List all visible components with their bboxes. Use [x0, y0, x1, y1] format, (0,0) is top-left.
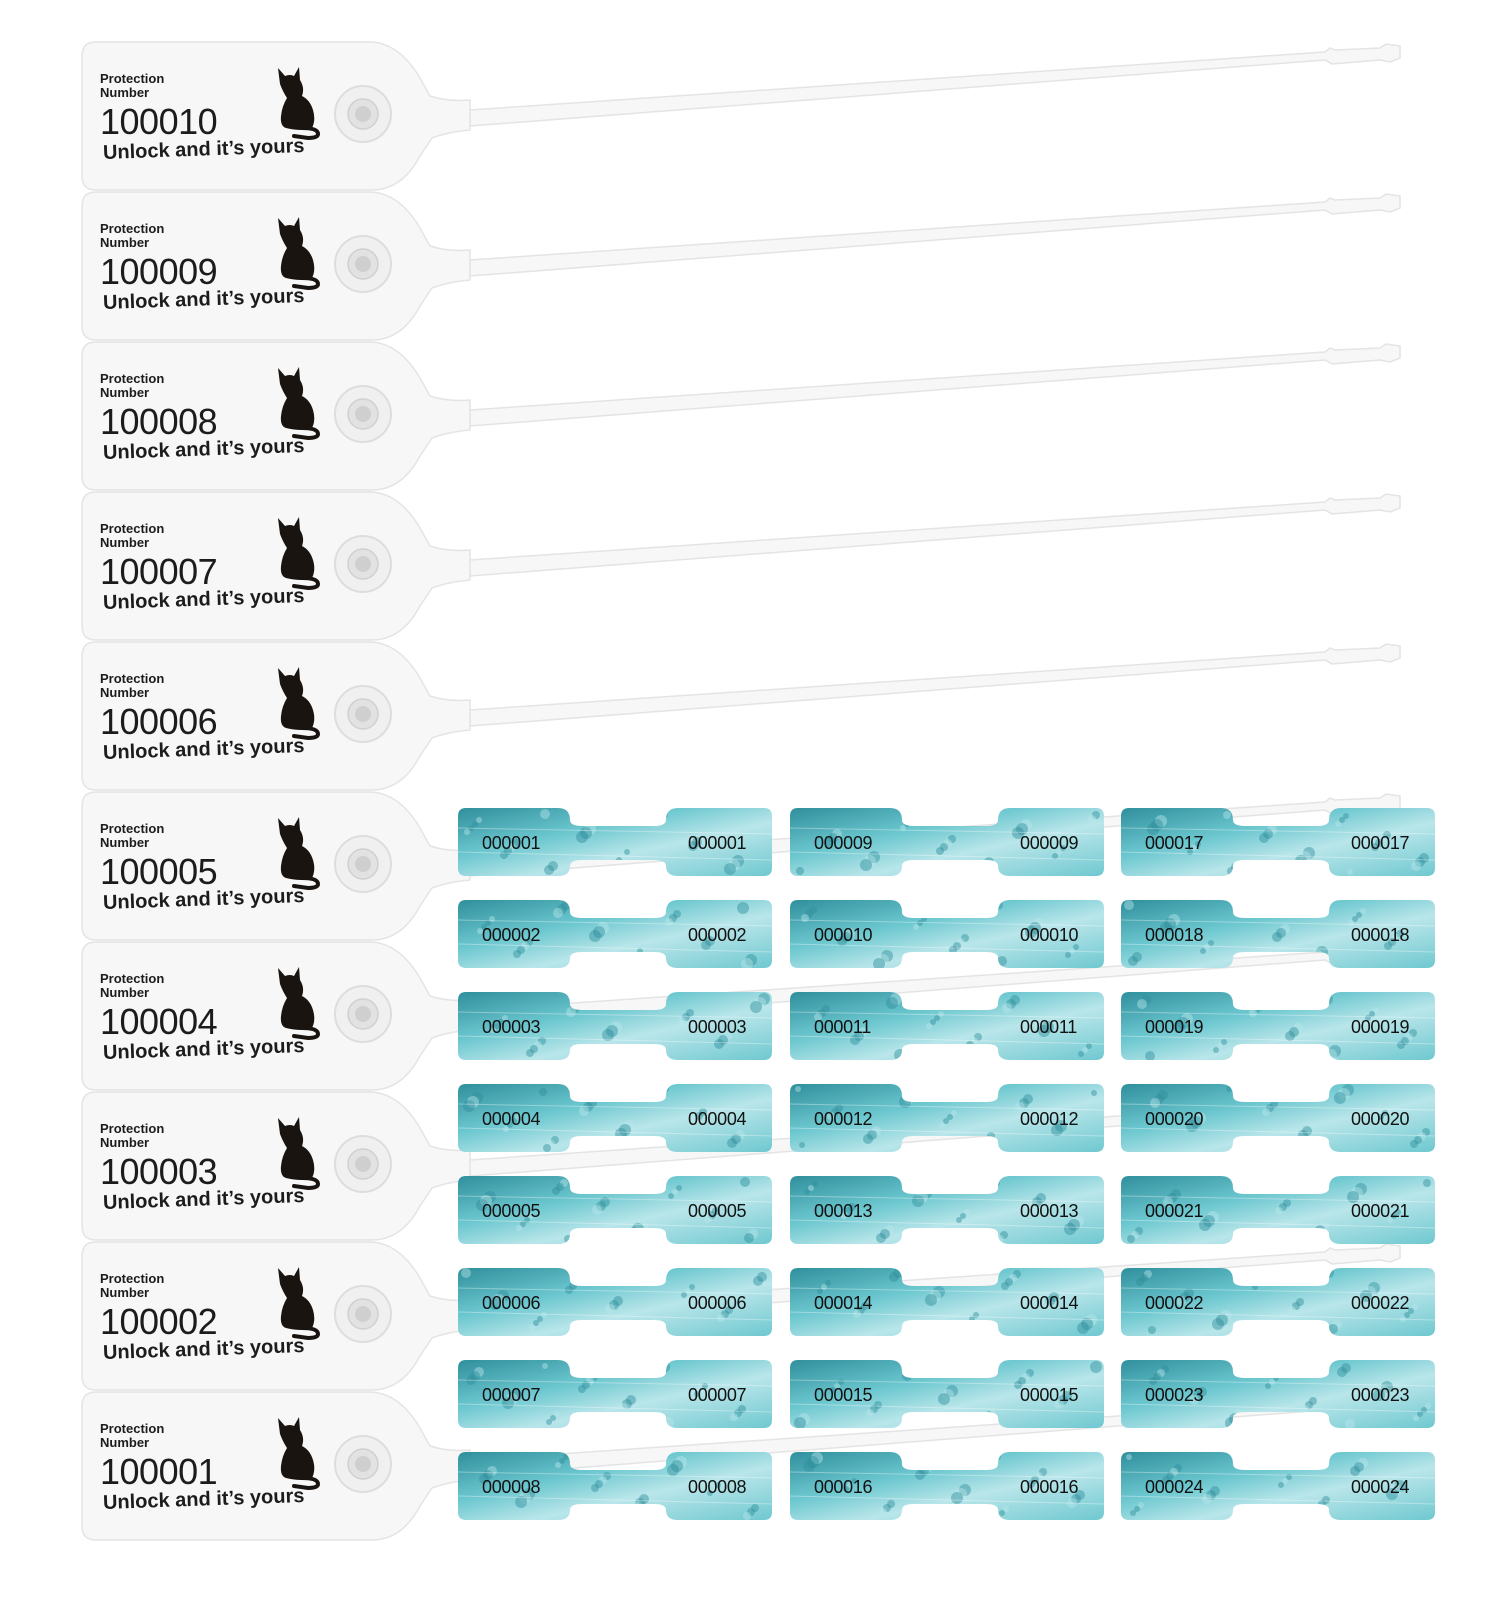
label-serial-right: 000005: [688, 1201, 747, 1221]
label-serial-left: 000007: [482, 1385, 541, 1405]
label-serial-left: 000002: [482, 925, 541, 945]
label-serial-left: 000005: [482, 1201, 541, 1221]
hologram-label: [1121, 808, 1437, 878]
label-serial-right: 000003: [688, 1017, 747, 1037]
hologram-label: [458, 900, 774, 970]
protection-number: 100006: [100, 701, 218, 742]
protection-number-caption: Protection Number: [100, 371, 165, 400]
protection-number-caption: Protection Number: [100, 971, 165, 1000]
label-serial-right: 000013: [1020, 1201, 1079, 1221]
label-serial-right: 000010: [1020, 925, 1079, 945]
protection-number: 100009: [100, 251, 218, 292]
label-serial-right: 000023: [1351, 1385, 1410, 1405]
tag-slogan: Unlock and it’s yours: [102, 1034, 305, 1064]
label-serial-left: 000018: [1145, 925, 1204, 945]
label-serial-right: 000021: [1351, 1201, 1410, 1221]
hologram-label: [1121, 1176, 1437, 1246]
label-serial-left: 000014: [814, 1293, 873, 1313]
label-serial-left: 000013: [814, 1201, 873, 1221]
label-serial-left: 000001: [482, 833, 541, 853]
protection-number-caption: Protection Number: [100, 1421, 165, 1450]
label-serial-right: 000012: [1020, 1109, 1079, 1129]
protection-number: 100010: [100, 101, 218, 142]
label-serial-left: 000019: [1145, 1017, 1204, 1037]
label-serial-right: 000019: [1351, 1017, 1410, 1037]
hologram-label: [1121, 1452, 1437, 1522]
tag-slogan: Unlock and it’s yours: [102, 884, 305, 914]
label-serial-left: 000004: [482, 1109, 541, 1129]
protection-number-caption: Protection Number: [100, 71, 165, 100]
hologram-label: [1121, 1360, 1437, 1430]
tag-slogan: Unlock and it’s yours: [102, 434, 305, 464]
label-serial-left: 000011: [814, 1017, 871, 1037]
label-serial-left: 000012: [814, 1109, 873, 1129]
label-serial-left: 000016: [814, 1477, 873, 1497]
label-serial-right: 000011: [1020, 1017, 1077, 1037]
label-serial-right: 000004: [688, 1109, 747, 1129]
label-serial-right: 000001: [688, 833, 747, 853]
hologram-label: [790, 992, 1106, 1062]
tag-slogan: Unlock and it’s yours: [102, 1484, 305, 1514]
label-serial-right: 000024: [1351, 1477, 1410, 1497]
protection-number-caption: Protection Number: [100, 1271, 165, 1300]
label-serial-right: 000022: [1351, 1293, 1410, 1313]
hologram-label: [1121, 1268, 1437, 1338]
hologram-label: [458, 1360, 774, 1430]
protection-number: 100007: [100, 551, 218, 592]
hologram-label: [458, 1268, 774, 1338]
label-serial-left: 000015: [814, 1385, 873, 1405]
protection-number: 100001: [100, 1451, 218, 1492]
label-serial-left: 000003: [482, 1017, 541, 1037]
hologram-label: [790, 1176, 1106, 1246]
hologram-label: [1121, 900, 1437, 970]
protection-number: 100005: [100, 851, 218, 892]
label-serial-left: 000008: [482, 1477, 541, 1497]
tag-slogan: Unlock and it’s yours: [102, 284, 305, 314]
label-serial-right: 000017: [1351, 833, 1410, 853]
hologram-label: [458, 808, 774, 878]
label-serial-left: 000024: [1145, 1477, 1204, 1497]
protection-number-caption: Protection Number: [100, 221, 165, 250]
tag-slogan: Unlock and it’s yours: [102, 584, 305, 614]
hologram-label: [1121, 1084, 1437, 1154]
protection-number-caption: Protection Number: [100, 521, 165, 550]
protection-number: 100004: [100, 1001, 218, 1042]
tag-slogan: Unlock and it’s yours: [102, 134, 305, 164]
tag-slogan: Unlock and it’s yours: [102, 1334, 305, 1364]
hologram-label: [458, 1452, 774, 1522]
label-serial-right: 000014: [1020, 1293, 1079, 1313]
hologram-label: [790, 1268, 1106, 1338]
hologram-label: [458, 992, 774, 1062]
label-serial-right: 000002: [688, 925, 747, 945]
hologram-label: [790, 1360, 1106, 1430]
label-serial-right: 000018: [1351, 925, 1410, 945]
label-serial-left: 000010: [814, 925, 873, 945]
label-serial-left: 000023: [1145, 1385, 1204, 1405]
protection-number-caption: Protection Number: [100, 1121, 165, 1150]
hologram-label: [458, 1084, 774, 1154]
protection-number: 100008: [100, 401, 218, 442]
label-serial-left: 000017: [1145, 833, 1204, 853]
hologram-label: [790, 1452, 1106, 1522]
hologram-label: [1121, 992, 1437, 1062]
label-serial-left: 000022: [1145, 1293, 1204, 1313]
label-serial-right: 000007: [688, 1385, 747, 1405]
label-serial-right: 000020: [1351, 1109, 1410, 1129]
tag-slogan: Unlock and it’s yours: [102, 734, 305, 764]
label-serial-left: 000020: [1145, 1109, 1204, 1129]
hologram-label: [790, 1084, 1106, 1154]
label-serial-right: 000008: [688, 1477, 747, 1497]
label-serial-right: 000009: [1020, 833, 1079, 853]
protection-number-caption: Protection Number: [100, 821, 165, 850]
hologram-label: [458, 1176, 774, 1246]
label-serial-right: 000016: [1020, 1477, 1079, 1497]
hologram-label: [790, 900, 1106, 970]
tag-slogan: Unlock and it’s yours: [102, 1184, 305, 1214]
hologram-label: [790, 808, 1106, 878]
protection-number: 100003: [100, 1151, 218, 1192]
protection-number: 100002: [100, 1301, 218, 1342]
label-serial-right: 000015: [1020, 1385, 1079, 1405]
label-serial-right: 000006: [688, 1293, 747, 1313]
label-serial-left: 000006: [482, 1293, 541, 1313]
label-serial-left: 000021: [1145, 1201, 1204, 1221]
label-serial-left: 000009: [814, 833, 873, 853]
protection-number-caption: Protection Number: [100, 671, 165, 700]
